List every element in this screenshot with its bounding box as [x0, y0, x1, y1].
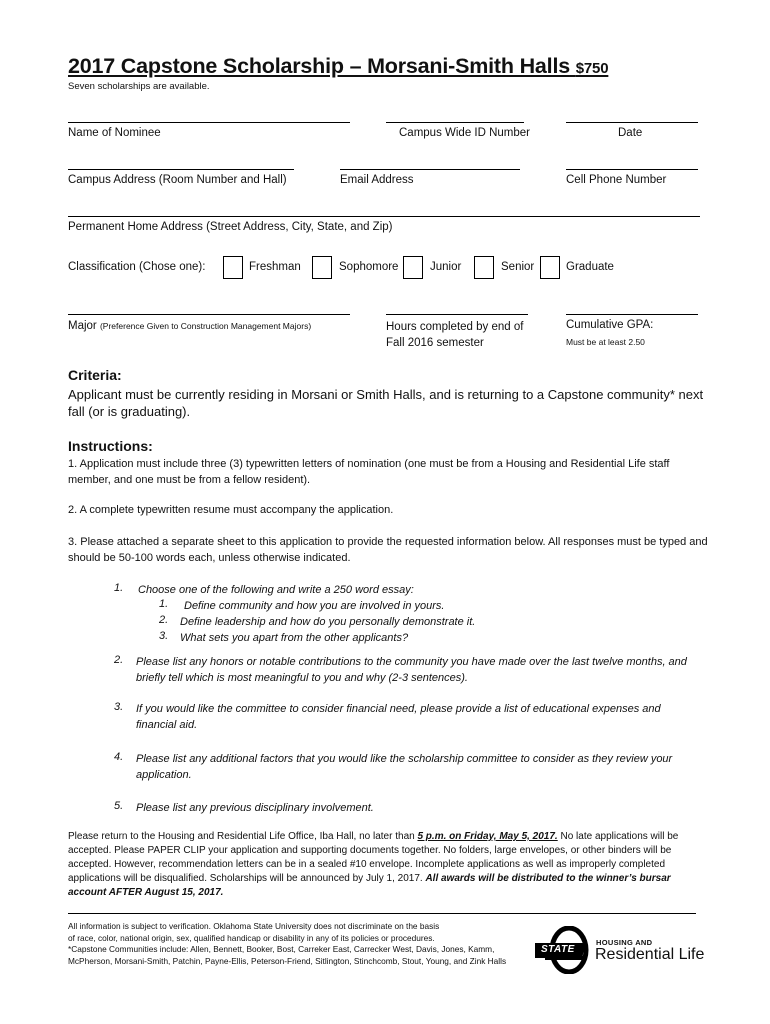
nominee-field[interactable]: [68, 122, 350, 123]
criteria-heading: Criteria:: [68, 367, 122, 383]
sophomore-checkbox[interactable]: [312, 256, 332, 279]
instruction-item-3: 3. Please attached a separate sheet to this application to provide the requested information below. All responses must be typed and should be 50-100 words each, unless otherwise indicated.: [68, 536, 708, 564]
deadline: 5 p.m. on Friday, May 5, 2017.: [417, 831, 558, 842]
scholarship-amount: $750: [575, 60, 609, 77]
instructions-heading: Instructions:: [68, 438, 153, 454]
major-note: (Preference Given to Construction Management Majors): [99, 321, 312, 331]
instruction-item-2: 2. A complete typewritten resume must accompany the application.: [68, 504, 394, 516]
campus-id-label: Campus Wide ID Number: [399, 127, 531, 139]
question-4-number: 4.: [114, 751, 124, 763]
freshman-checkbox[interactable]: [223, 256, 243, 279]
home-address-field[interactable]: [68, 216, 700, 217]
gpa-field[interactable]: [566, 314, 698, 315]
question-4: Please list any additional factors that you would like the scholarship committee to consider as they review your application.: [136, 753, 673, 781]
logo-housing: HOUSING AND: [596, 938, 653, 947]
home-address-label: Permanent Home Address (Street Address, City, State, and Zip): [68, 221, 393, 233]
campus-address-field[interactable]: [68, 169, 294, 170]
major-label: Major (Preference Given to Construction Management Majors): [68, 320, 312, 332]
graduate-label: Graduate: [566, 261, 614, 273]
question-2: Please list any honors or notable contributions to the community you have made over the last twelve months, and briefly tell which is most meaningful to you and why (2-3 sentences).: [136, 656, 687, 684]
instruction-item-1: 1. Application must include three (3) typewritten letters of nomination (one must be from a Housing and Residential Life staff member, and one must be from a fellow resident).: [68, 458, 670, 486]
classification-label: Classification (Chose one):: [68, 261, 206, 273]
question-3: If you would like the committee to consider financial need, please provide a list of educational expenses and financial aid.: [136, 703, 661, 731]
cell-phone-label: Cell Phone Number: [566, 174, 667, 186]
graduate-checkbox[interactable]: [540, 256, 560, 279]
criteria-text: Applicant must be currently residing in Morsani or Smith Halls, and is returning to a Capstone community* next fall (or is graduating).: [68, 387, 704, 419]
question-2-number: 2.: [114, 654, 124, 666]
campus-id-field[interactable]: [386, 122, 524, 123]
question-5-number: 5.: [114, 800, 124, 812]
cell-phone-field[interactable]: [566, 169, 698, 170]
question-3-number: 3.: [114, 701, 124, 713]
junior-checkbox[interactable]: [403, 256, 423, 279]
question-1: Choose one of the following and write a 250 word essay:: [138, 584, 414, 596]
email-label: Email Address: [340, 174, 414, 186]
campus-address-label: Campus Address (Room Number and Hall): [68, 174, 287, 186]
junior-label: Junior: [430, 261, 462, 273]
gpa-note: Must be at least 2.50: [566, 337, 645, 347]
email-field[interactable]: [340, 169, 520, 170]
footer-divider: [68, 913, 696, 914]
freshman-label: Freshman: [249, 261, 301, 273]
major-field[interactable]: [68, 314, 350, 315]
date-field[interactable]: [566, 122, 698, 123]
question-1-number: 1.: [114, 582, 124, 594]
senior-checkbox[interactable]: [474, 256, 494, 279]
subtitle: Seven scholarships are available.: [68, 81, 210, 92]
subquestion-1: Define community and how you are involved in yours.: [184, 600, 445, 612]
date-label: Date: [618, 127, 643, 139]
footer-text: All information is subject to verification. Oklahoma State University does not discriminate on the basis of race, color, national origin, sex, qualified handicap or disability in any of its policies or procedures. *Capstone Communities include: Allen, Bennett, Booker, Bost, Carreker East, Carrecker West, Davis, Jones, Kamm, McPherson, Morsani-Smith, Patchin, Payne-Ellis, Peterson-Friend, Sitlington, Stinchcomb, Stout, Young, and Zink Halls: [68, 921, 507, 966]
logo-state: STATE: [541, 944, 575, 955]
question-5: Please list any previous disciplinary involvement.: [136, 802, 374, 814]
senior-label: Senior: [501, 261, 535, 273]
subquestion-3: What sets you apart from the other applicants?: [180, 632, 409, 644]
subquestion-2: Define leadership and how do you personally demonstrate it.: [180, 616, 476, 628]
hours-label: Hours completed by end of Fall 2016 semester: [386, 321, 524, 349]
osu-logo: [535, 926, 710, 976]
page-title: 2017 Capstone Scholarship – Morsani-Smith Halls $750: [68, 54, 609, 78]
hours-field[interactable]: [386, 314, 528, 315]
subquestion-1-number: 1.: [159, 598, 169, 610]
gpa-label: Cumulative GPA:: [566, 319, 654, 331]
award-note: All awards will be distributed to the winner’s bursar account AFTER August 15, 2017.: [68, 873, 671, 898]
logo-residential: Residential Life: [595, 946, 705, 963]
return-instructions: Please return to the Housing and Residential Life Office, Iba Hall, no later than 5 p.m. on Friday, May 5, 2017. No late applications will be accepted. Please PAPER CLIP your application and supporting documents together. No folders, large envelopes, or other binders will be accepted. However, recommendation letters can be in a sealed #10 envelope. Incomplete applications as well as improperly completed applications will be disqualified. Scholarships will be announced by July 1, 2017. All awards will be distributed to the winner’s bursar account AFTER August 15, 2017.: [68, 831, 679, 898]
subquestion-3-number: 3.: [159, 630, 169, 642]
subquestion-2-number: 2.: [159, 614, 169, 626]
nominee-label: Name of Nominee: [68, 127, 161, 139]
sophomore-label: Sophomore: [339, 261, 399, 273]
